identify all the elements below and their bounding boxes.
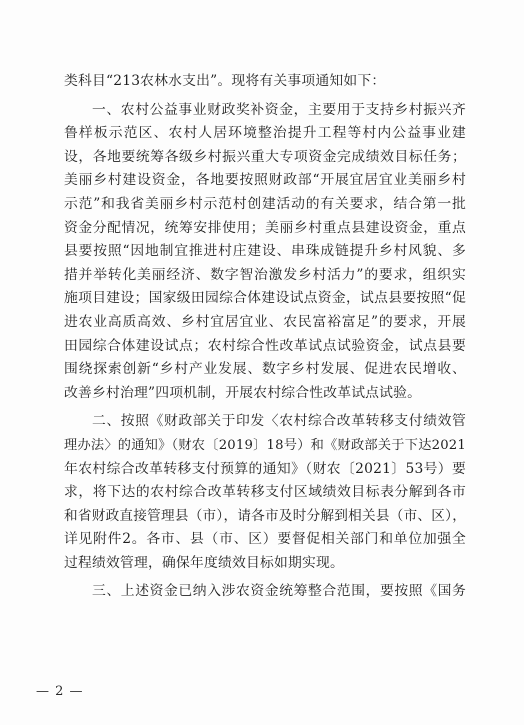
text-line: 县要按照“因地制宜推进村庄建设、串珠成链提升乡村风貌、多 [64,243,466,260]
text-line: 类科目“213农林水支出”。现将有关事项通知如下： [64,73,386,89]
text-line: 进农业高质高效、乡村宜居宜业、农民富裕富足”的要求，开展 [64,313,466,330]
paragraph-first-line: 一、农村公益事业财政奖补资金，主要用于支持乡村振兴齐 [92,101,466,118]
text-line: 田园综合体建设试点；农村综合性改革试点试验资金，试点县要 [64,337,466,354]
text-line: 详见附件2。各市、县（市、区）要督促相关部门和单位加强全 [64,531,466,548]
text-line: 设，各地要统筹各级乡村振兴重大专项资金完成绩效目标任务； [64,148,466,165]
text-line: 和省财政直接管理县（市），请各市及时分解到相关县（市、区）， [64,507,466,524]
text-line: 措并举转化美丽经济、数字智治激发乡村活力”的要求，组织实 [64,266,466,283]
page-number: — 2 — [36,684,84,699]
text-line: 改善乡村治理”四项机制，开展农村综合性改革试点试验。 [64,384,422,401]
text-line: 理办法〉的通知》（财农〔2019〕18号）和《财政部关于下达2021 [64,437,466,453]
text-line: 示范”和我省美丽乡村示范村创建活动的有关要求，结合第一批 [64,195,466,212]
text-line: 过程绩效管理，确保年度绩效目标如期实现。 [64,554,344,571]
text-line: 围绕探索创新“乡村产业发展、数字乡村发展、促进农民增收、 [64,361,466,378]
paragraph-first-line: 三、上述资金已纳入涉农资金统筹整合范围，要按照《国务 [92,583,466,600]
paragraph-first-line: 二、按照《财政部关于印发〈农村综合改革转移支付绩效管 [92,413,466,430]
text-line: 求，将下达的农村综合改革转移支付区域绩效目标表分解到各市 [64,484,466,501]
text-line: 资金分配情况，统筹安排使用；美丽乡村重点县建设资金，重点 [64,219,466,236]
text-line: 鲁样板示范区、农村人居环境整治提升工程等村内公益事业建 [64,125,466,142]
text-line: 年农村综合改革转移支付预算的通知》（财农〔2021〕53号）要 [64,460,466,477]
body-text [64,70,466,604]
text-line: 施项目建设；国家级田园综合体建设试点资金，试点县要按照“促 [64,290,466,307]
text-line: 美丽乡村建设资金，各地要按照财政部“开展宜居宜业美丽乡村 [64,172,466,189]
